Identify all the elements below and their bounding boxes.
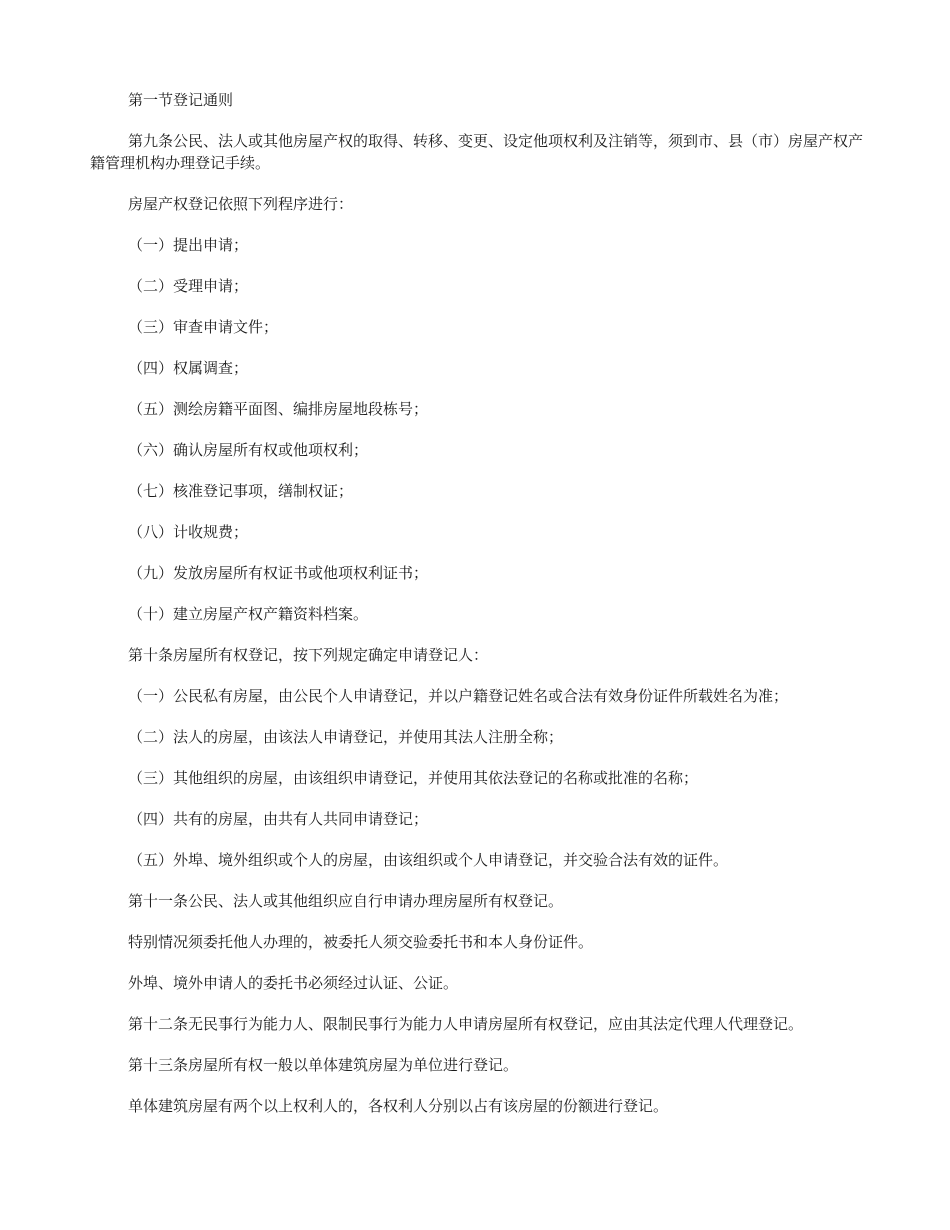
article-11-delegation: 特别情况须委托他人办理的，被委托人须交验委托书和本人身份证件。 <box>128 933 594 951</box>
article-9: 第九条公民、法人或其他房屋产权的取得、转移、变更、设定他项权利及注销等，须到市、县（市）房屋产权产籍管理机构办理登记手续。 <box>90 132 864 172</box>
article-11: 第十一条公民、法人或其他组织应自行申请办理房屋所有权登记。 <box>128 892 564 910</box>
article-12: 第十二条无民事行为能力人、限制民事行为能力人申请房屋所有权登记，应由其法定代理人代理登记。 <box>128 1015 804 1033</box>
applicant-item-5: （五）外埠、境外组织或个人的房屋，由该组织或个人申请登记，并交验合法有效的证件。 <box>128 851 729 869</box>
article-13: 第十三条房屋所有权一般以单体建筑房屋为单位进行登记。 <box>128 1056 519 1074</box>
procedure-item-6: （六）确认房屋所有权或他项权利； <box>128 441 369 459</box>
applicant-item-1: （一）公民私有房屋，由公民个人申请登记，并以户籍登记姓名或合法有效身份证件所载姓名为准； <box>128 687 789 705</box>
procedure-item-4: （四）权属调查； <box>128 359 249 377</box>
procedure-item-8: （八）计收规费； <box>128 523 249 541</box>
procedure-item-9: （九）发放房屋所有权证书或他项权利证书； <box>128 564 429 582</box>
applicant-item-4: （四）共有的房屋，由共有人共同申请登记； <box>128 810 429 828</box>
procedure-item-1: （一）提出申请； <box>128 236 249 254</box>
procedure-item-5: （五）测绘房籍平面图、编排房屋地段栋号； <box>128 400 429 418</box>
section-heading: 第一节登记通则 <box>128 91 234 109</box>
applicant-item-2: （二）法人的房屋，由该法人申请登记，并使用其法人注册全称； <box>128 728 564 746</box>
applicant-item-3: （三）其他组织的房屋，由该组织申请登记，并使用其依法登记的名称或批准的名称； <box>128 769 699 787</box>
procedure-item-3: （三）审查申请文件； <box>128 318 279 336</box>
article-13-shares: 单体建筑房屋有两个以上权利人的，各权利人分别以占有该房屋的份额进行登记。 <box>128 1097 669 1115</box>
procedure-item-10: （十）建立房屋产权产籍资料档案。 <box>128 605 369 623</box>
procedure-item-7: （七）核准登记事项，缮制权证； <box>128 482 354 500</box>
article-11-foreign: 外埠、境外申请人的委托书必须经过认证、公证。 <box>128 974 459 992</box>
article-10: 第十条房屋所有权登记，按下列规定确定申请登记人： <box>128 646 489 664</box>
procedure-item-2: （二）受理申请； <box>128 277 249 295</box>
procedure-intro: 房屋产权登记依照下列程序进行： <box>128 195 354 213</box>
